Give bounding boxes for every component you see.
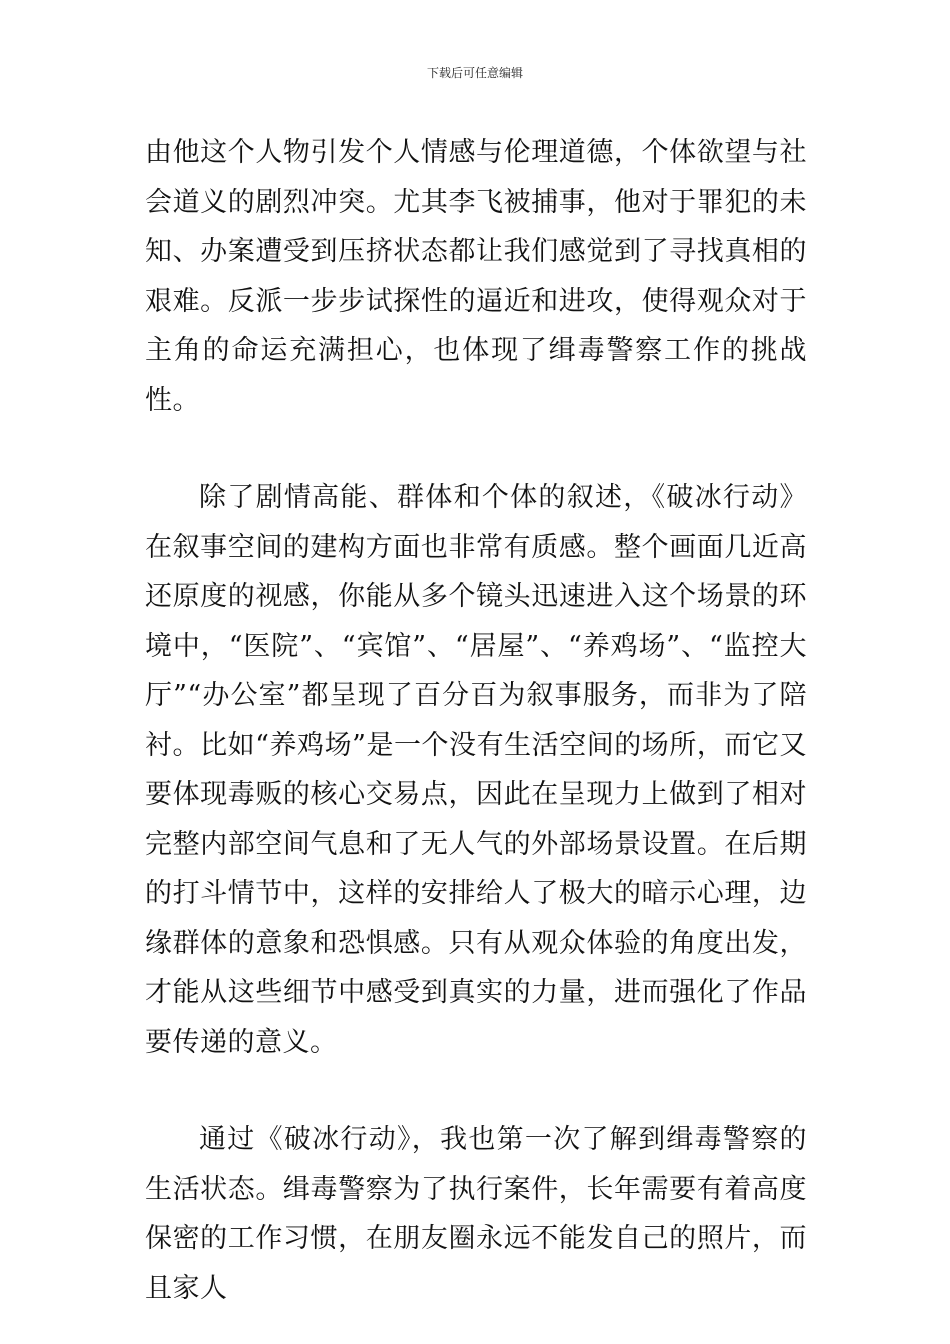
paragraph-2: 除了剧情高能、群体和个体的叙述，《破冰行动》在叙事空间的建构方面也非常有质感。整个画面几近高还原度的视感，你能从多个镜头迅速进入这个场景的环境中，“医院”、“宾馆”、“居屋”、“养鸡场”、“监控大厅”“办公室”都呈现了百分百为叙事服务，而非为了陪衬。比如“养鸡场”是一个没有生活空间的场所，而它又要体现毒贩的核心交易点，因此在呈现力上做到了相对完整内部空间气息和了无人气的外部场景设置。在后期的打斗情节中，这样的安排给人了极大的暗示心理，边缘群体的意象和恐惧感。只有从观众体验的角度出发，才能从这些细节中感受到真实的力量，进而强化了作品要传递的意义。 [145,482,807,1058]
document-body [145,128,807,1313]
page-header: 下载后可任意编辑 [426,66,523,80]
paragraph-1: 由他这个人物引发个人情感与伦理道德，个体欲望与社会道义的剧烈冲突。尤其李飞被捕事，他对于罪犯的未知、办案遭受到压挤状态都让我们感觉到了寻找真相的艰难。反派一步步试探性的逼近和进攻，使得观众对于主角的命运充满担心，也体现了缉毒警察工作的挑战性。 [145,137,807,416]
paragraph-spacer [145,1067,807,1115]
paragraph-3: 通过《破冰行动》，我也第一次了解到缉毒警察的生活状态。缉毒警察为了执行案件，长年需要有着高度保密的工作习惯，在朋友圈永远不能发自己的照片，而且家人 [145,1124,807,1304]
paragraph-spacer [145,425,807,473]
